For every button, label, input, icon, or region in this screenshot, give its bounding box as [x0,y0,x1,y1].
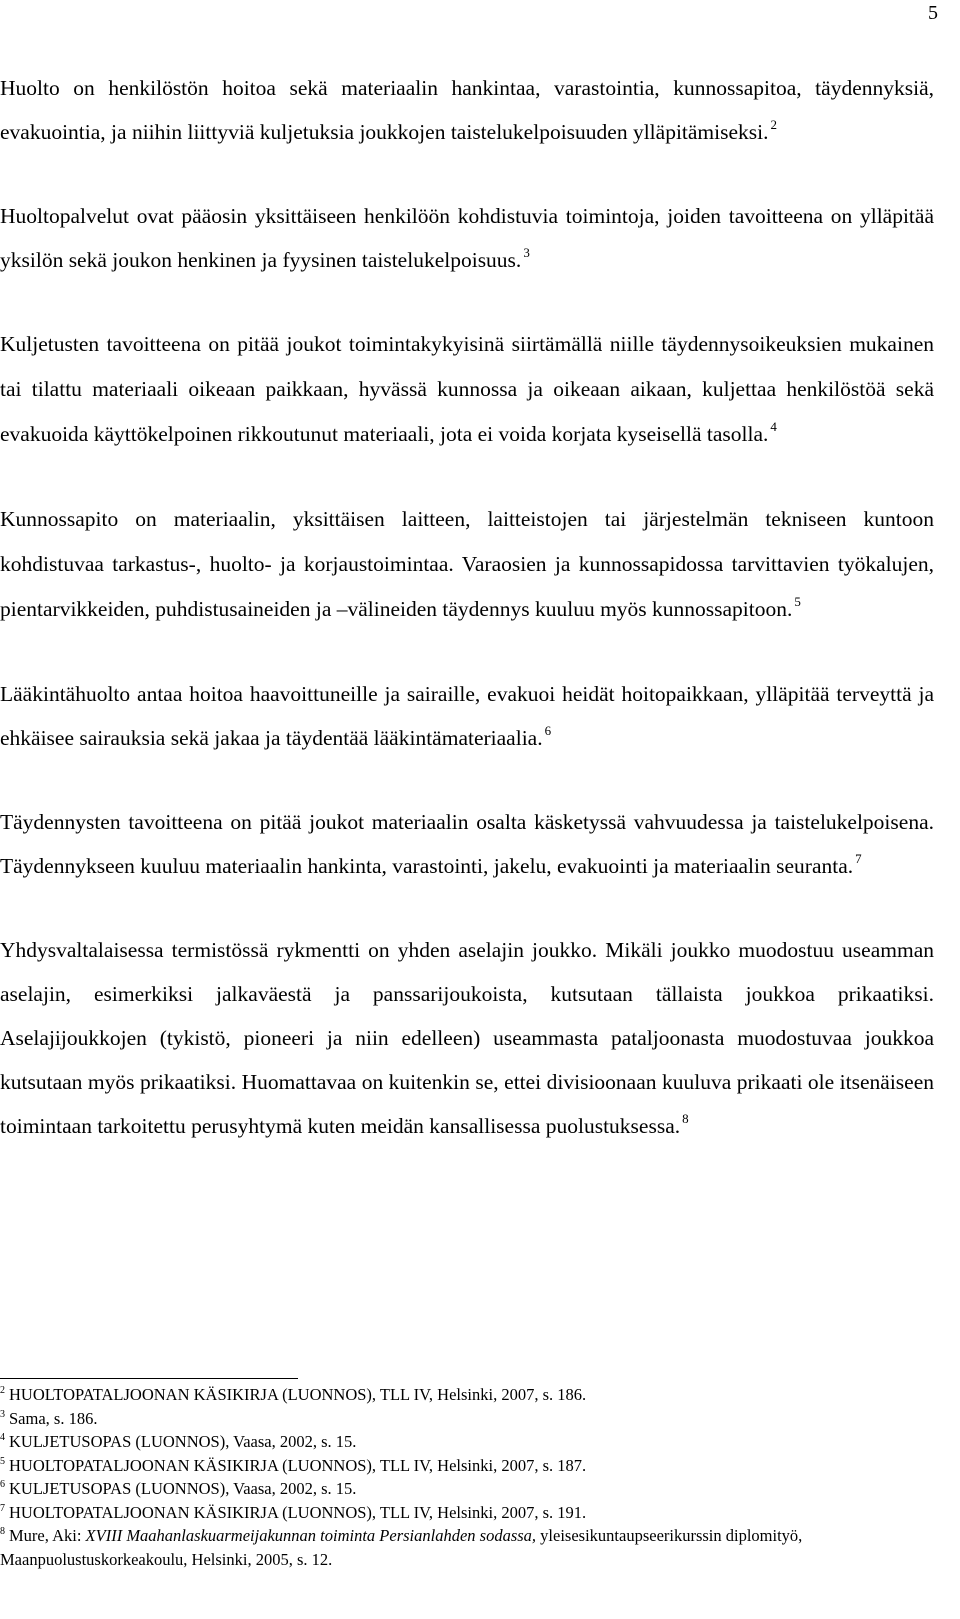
page-number: 5 [928,2,938,24]
footnote-separator [0,1378,298,1379]
paragraph-text: Huoltopalvelut ovat pääosin yksittäiseen henkilöön kohdistuvia toimintoja, joiden tavoitteena on ylläpitää yksilön sekä joukon henkinen ja fyysinen taistelukelpoisuus. [0,204,934,272]
footnote [0,1383,934,1407]
footnote-number: 7 [0,1502,5,1514]
footnote-title: XVIII Maahanlaskuarmeijakunnan toiminta Persianlahden sodassa, [85,1526,537,1545]
footnote-text: HUOLTOPATALJOONAN KÄSIKIRJA (LUONNOS), TLL IV, Helsinki, 2007, s. 191. [9,1502,587,1522]
paragraph-text: Kunnossapito on materiaalin, yksittäisen laitteen, laitteistojen tai järjestelmän tekniseen kuntoon kohdistuvaa tarkastus-, huolto- ja korjaustoimintaa. Varaosien ja kunnossapidossa tarvittavien työkalujen, pientarvikkeiden, puhdistusaineiden ja –välineiden täydennys kuuluu myös kunnossapitoon. [0,507,934,621]
footnote-ref[interactable]: 5 [794,594,801,609]
footnote-ref[interactable]: 7 [855,851,862,866]
paragraph-text: Kuljetusten tavoitteena on pitää joukot toimintakykyisinä siirtämällä niille täydennysoikeuksien mukainen tai tilattu materiaali oikeaan paikkaan, hyvässä kunnossa ja oikeaan aikaan, kuljettaa henkilöstöä sekä evakuoida käyttökelpoinen rikkoutunut materiaali, jota ei voida korjata kyseisellä tasolla. [0,332,934,446]
footnote-ref[interactable]: 6 [544,723,552,738]
footnote-text: HUOLTOPATALJOONAN KÄSIKIRJA (LUONNOS), TLL IV, Helsinki, 2007, s. 187. [9,1455,587,1475]
footnote [0,1477,934,1501]
paragraph-kunnossapito [0,497,934,632]
footnote [0,1430,934,1454]
footnote-text: HUOLTOPATALJOONAN KÄSIKIRJA (LUONNOS), TLL IV, Helsinki, 2007, s. 186. [9,1385,587,1404]
footnote-text: KULJETUSOPAS (LUONNOS), Vaasa, 2002, s. 15. [9,1432,357,1451]
paragraph-laakintahuolto [0,672,934,760]
footnote-ref[interactable]: 8 [682,1111,689,1126]
paragraph-huolto [0,66,934,154]
footnote-number: 5 [0,1455,5,1467]
footnote-ref[interactable]: 2 [770,117,777,132]
paragraph-text: Huolto on henkilöstön hoitoa sekä materiaalin hankintaa, varastointia, kunnossapitoa, täydennyksiä, evakuointia, ja niihin liittyviä kuljetuksia joukkojen taistelukelpoisuuden ylläpitämiseksi. [0,76,934,144]
footnote-number: 4 [0,1432,5,1443]
paragraph-rykmentti [0,928,934,1148]
footnotes [0,1383,934,1571]
footnote [0,1524,934,1571]
paragraph-text: Lääkintähuolto antaa hoitoa haavoittuneille ja sairaille, evakuoi heidät hoitopaikkaan, ylläpitää terveyttä ja ehkäisee sairauksia sekä jakaa ja täydentää lääkintämateriaalia. [0,682,934,750]
footnote-author: Mure, Aki: [9,1526,86,1545]
paragraph-huoltopalvelut [0,194,934,282]
footnote [0,1407,934,1431]
footnote-number: 6 [0,1479,5,1490]
footnote-ref[interactable]: 4 [770,419,777,434]
paragraph-text: Täydennysten tavoitteena on pitää joukot materiaalin osalta käsketyssä vahvuudessa ja taistelukelpoisena. Täydennykseen kuuluu materiaalin hankinta, varastointi, jakelu, evakuointi ja materiaalin seuranta. [0,810,934,878]
paragraph-kuljetukset [0,322,934,457]
footnote-number: 8 [0,1526,5,1537]
body-text [0,66,934,1188]
footnote-number: 3 [0,1408,5,1420]
footnote-text: yleisesikuntaupseerikurssin diplomityö, Maanpuolustuskorkeakoulu, Helsinki, 2005, s. 12. [0,1526,803,1569]
footnote-ref[interactable]: 3 [523,245,530,260]
footnote [0,1501,934,1525]
footnote [0,1454,934,1478]
paragraph-taydennykset [0,800,934,888]
paragraph-text: Yhdysvaltalaisessa termistössä rykmentti on yhden aselajin joukko. Mikäli joukko muodostuu useamman aselajin, esimerkiksi jalkaväestä ja panssarijoukoista, kutsutaan tällaista joukkoa prikaatiksi. Aselajijoukkojen (tykistö, pioneeri ja niin edelleen) useammasta pataljoonasta muodostuvaa joukkoa kutsutaan myös prikaatiksi. Huomattavaa on kuitenkin se, ettei divisioonaan kuuluva prikaati ole itsenäiseen toimintaan tarkoitettu perusyhtymä kuten meidän kansallisessa puolustuksessa. [0,938,934,1138]
footnote-number: 2 [0,1385,5,1396]
footnote-text: KULJETUSOPAS (LUONNOS), Vaasa, 2002, s. 15. [9,1479,357,1498]
footnote-text: Sama, s. 186. [9,1408,98,1428]
